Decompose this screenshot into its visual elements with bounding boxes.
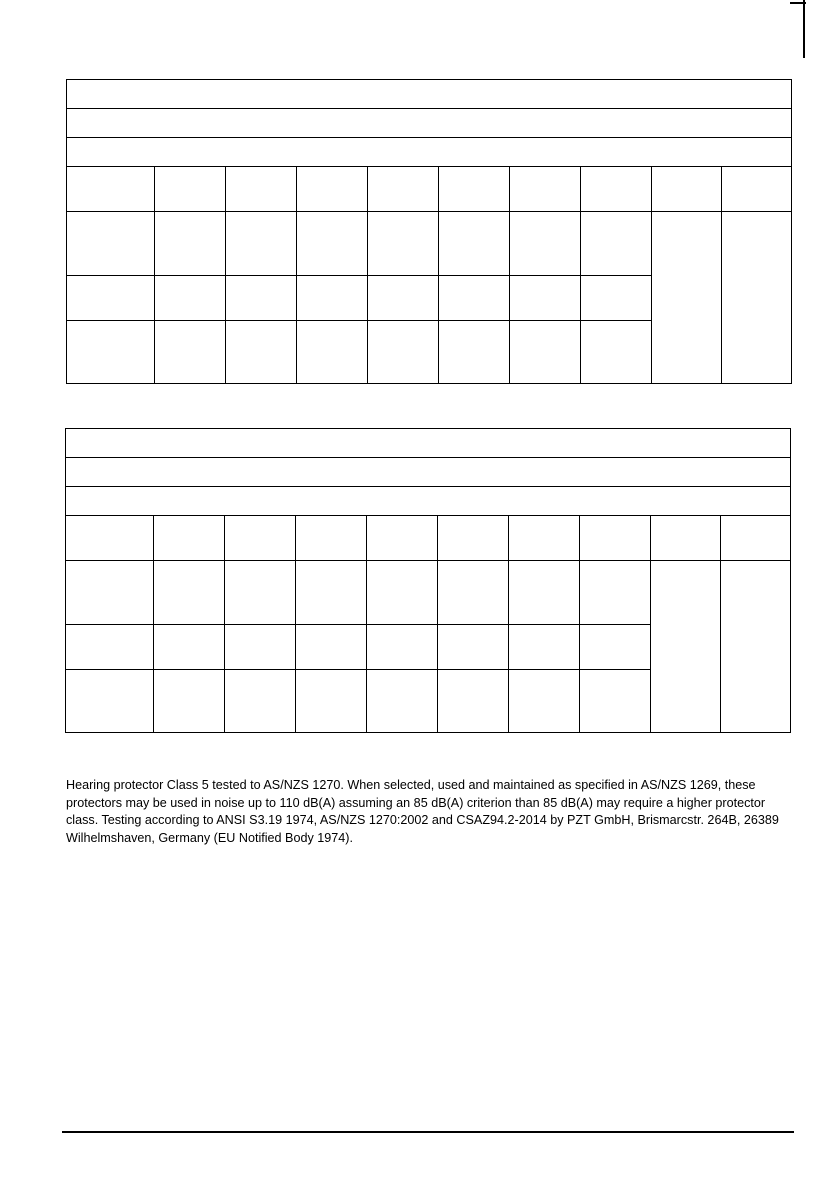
header-cell (510, 167, 581, 212)
table-cell (226, 276, 297, 321)
table-subtitle-row (66, 458, 791, 487)
table-row (66, 561, 791, 625)
table-cell (439, 212, 510, 276)
table-cell (368, 212, 439, 276)
merged-cell (721, 561, 791, 733)
table-cell (438, 625, 509, 670)
merged-cell (651, 561, 721, 733)
table-cell (510, 321, 581, 384)
header-cell (297, 167, 368, 212)
table-cell (67, 212, 155, 276)
header-cell (67, 167, 155, 212)
table-cell (581, 276, 652, 321)
header-cell (66, 516, 154, 561)
crop-mark-horizontal (790, 2, 806, 4)
table-cell (296, 561, 367, 625)
table-cell (297, 276, 368, 321)
table-header-row (66, 516, 791, 561)
table-header-row (67, 167, 792, 212)
table-title-row (66, 429, 791, 458)
table-cell (225, 625, 296, 670)
header-cell (721, 516, 791, 561)
hearing-protector-notice: Hearing protector Class 5 tested to AS/NZS 1270. When selected, used and maintained as specified in AS/NZS 1269, these protectors may be used in noise up to 110 dB(A) assuming an 85 dB(A) criterion than 85 dB(A) may require a higher protector class. Testing according to ANSI S3.19 1974, AS/NZS 1270:2002 and CSAZ94.2-2014 by PZT GmbH, Brismarcstr. 264B, 26389 Wilhelmshaven, Germany (EU Notified Body 1974). (66, 778, 779, 845)
table-cell (581, 212, 652, 276)
table-cell (296, 625, 367, 670)
footer-divider (62, 1131, 794, 1133)
table-cell (67, 138, 792, 167)
table-cell (509, 670, 580, 733)
table-cell (66, 458, 791, 487)
table-cell (154, 625, 225, 670)
corner-crop-mark (790, 0, 816, 60)
header-cell (296, 516, 367, 561)
crop-mark-vertical (803, 0, 805, 58)
merged-cell (652, 212, 722, 384)
merged-cell (722, 212, 792, 384)
table-cell (225, 561, 296, 625)
table-cell (367, 670, 438, 733)
table-cell (439, 321, 510, 384)
header-cell (367, 516, 438, 561)
table-cell (368, 276, 439, 321)
header-cell (154, 516, 225, 561)
table-cell (66, 561, 154, 625)
table-cell (67, 80, 792, 109)
table-cell (510, 276, 581, 321)
table-cell (67, 276, 155, 321)
table-title-row (67, 80, 792, 109)
table-cell (155, 321, 226, 384)
attenuation-table-1 (66, 79, 792, 384)
table-cell (297, 321, 368, 384)
table-cell (580, 670, 651, 733)
table-cell (225, 670, 296, 733)
table-cell (367, 625, 438, 670)
table-caption-row (66, 487, 791, 516)
table-cell (66, 670, 154, 733)
table-cell (368, 321, 439, 384)
table-cell (67, 321, 155, 384)
table-cell (155, 212, 226, 276)
table-cell (510, 212, 581, 276)
header-cell (225, 516, 296, 561)
header-cell (439, 167, 510, 212)
header-cell (651, 516, 721, 561)
header-cell (581, 167, 652, 212)
table-cell (438, 670, 509, 733)
header-cell (438, 516, 509, 561)
header-cell (722, 167, 792, 212)
header-cell (368, 167, 439, 212)
header-cell (580, 516, 651, 561)
header-cell (155, 167, 226, 212)
table-cell (67, 109, 792, 138)
table-cell (509, 561, 580, 625)
header-cell (652, 167, 722, 212)
header-cell (226, 167, 297, 212)
table-cell (581, 321, 652, 384)
table-cell (367, 561, 438, 625)
table-cell (580, 561, 651, 625)
table-cell (66, 487, 791, 516)
table-cell (66, 625, 154, 670)
table-cell (66, 429, 791, 458)
header-cell (509, 516, 580, 561)
table-cell (296, 670, 367, 733)
table-cell (297, 212, 368, 276)
table-cell (155, 276, 226, 321)
attenuation-table-2 (65, 428, 791, 733)
table-cell (154, 670, 225, 733)
table-cell (439, 276, 510, 321)
table-cell (226, 212, 297, 276)
table-cell (438, 561, 509, 625)
table-cell (226, 321, 297, 384)
table-row (67, 212, 792, 276)
table-subtitle-row (67, 109, 792, 138)
table-cell (509, 625, 580, 670)
table-caption-row (67, 138, 792, 167)
table-cell (154, 561, 225, 625)
table-cell (580, 625, 651, 670)
